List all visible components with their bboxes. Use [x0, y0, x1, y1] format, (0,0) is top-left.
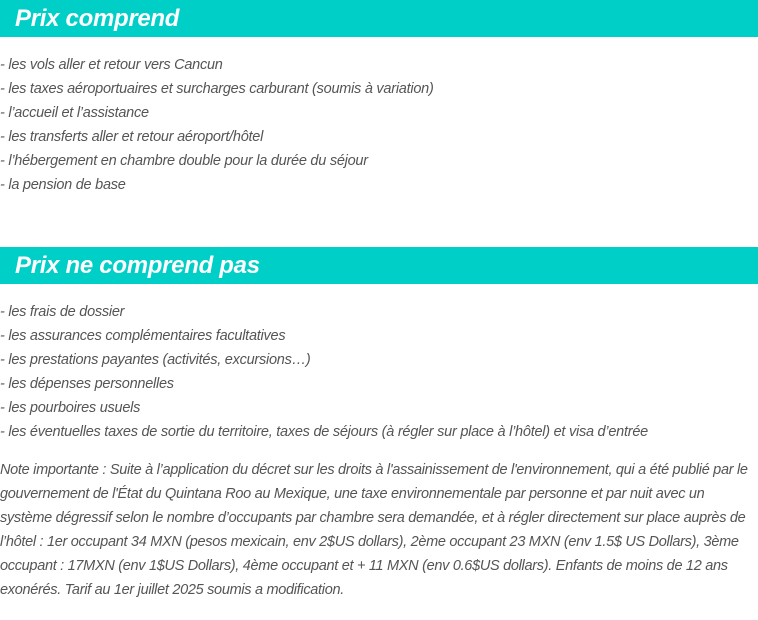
list-item: - les assurances complémentaires facultatives: [0, 328, 286, 344]
list-item: - les éventuelles taxes de sortie du territoire, taxes de séjours (à régler sur place à l’hôtel) et visa d’entrée: [0, 424, 648, 440]
list-item: - les dépenses personnelles: [0, 376, 174, 392]
excluded-list: [0, 284, 758, 444]
section-title-excluded: Prix ne comprend pas: [15, 252, 260, 279]
important-note: Note importante : Suite à l’application du décret sur les droits à l'assainissement de l'environnement, qui a été publié par le gouvernement de l'État du Quintana Roo au Mexique, une taxe environnementale par personne et par nuit avec un système dégressif selon le nombre d’occupants par chambre sera demandée, et à régler directement sur place auprès de l’hôtel : 1er occupant 34 MXN (pesos mexicain, env 2$US dollars), 2ème occupant 23 MXN (env 1.5$ US Dollars), 3ème occupant : 17MXN (env 1$US Dollars), 4ème occupant et + 11 MXN (env 0.6$US dollars). Enfants de moins de 12 ans exonérés. Tarif au 1er juillet 2025 soumis a modification.: [0, 462, 748, 598]
list-item: - la pension de base: [0, 177, 126, 193]
list-item: - les taxes aéroportuaires et surcharges carburant (soumis à variation): [0, 81, 434, 97]
section-title-included: Prix comprend: [15, 5, 180, 32]
list-item: - les pourboires usuels: [0, 400, 141, 416]
section-header-included: [0, 0, 758, 37]
list-item: - les prestations payantes (activités, excursions…): [0, 352, 311, 368]
list-item: - les transferts aller et retour aéroport/hôtel: [0, 129, 264, 145]
list-item: - les frais de dossier: [0, 304, 125, 320]
section-header-excluded: [0, 247, 758, 284]
list-item: - l’accueil et l’assistance: [0, 105, 149, 121]
list-item: - l’hébergement en chambre double pour la durée du séjour: [0, 153, 368, 169]
section-price-excluded: [0, 247, 758, 602]
section-price-included: [0, 0, 758, 197]
list-item: - les vols aller et retour vers Cancun: [0, 57, 223, 73]
included-list: [0, 37, 758, 197]
